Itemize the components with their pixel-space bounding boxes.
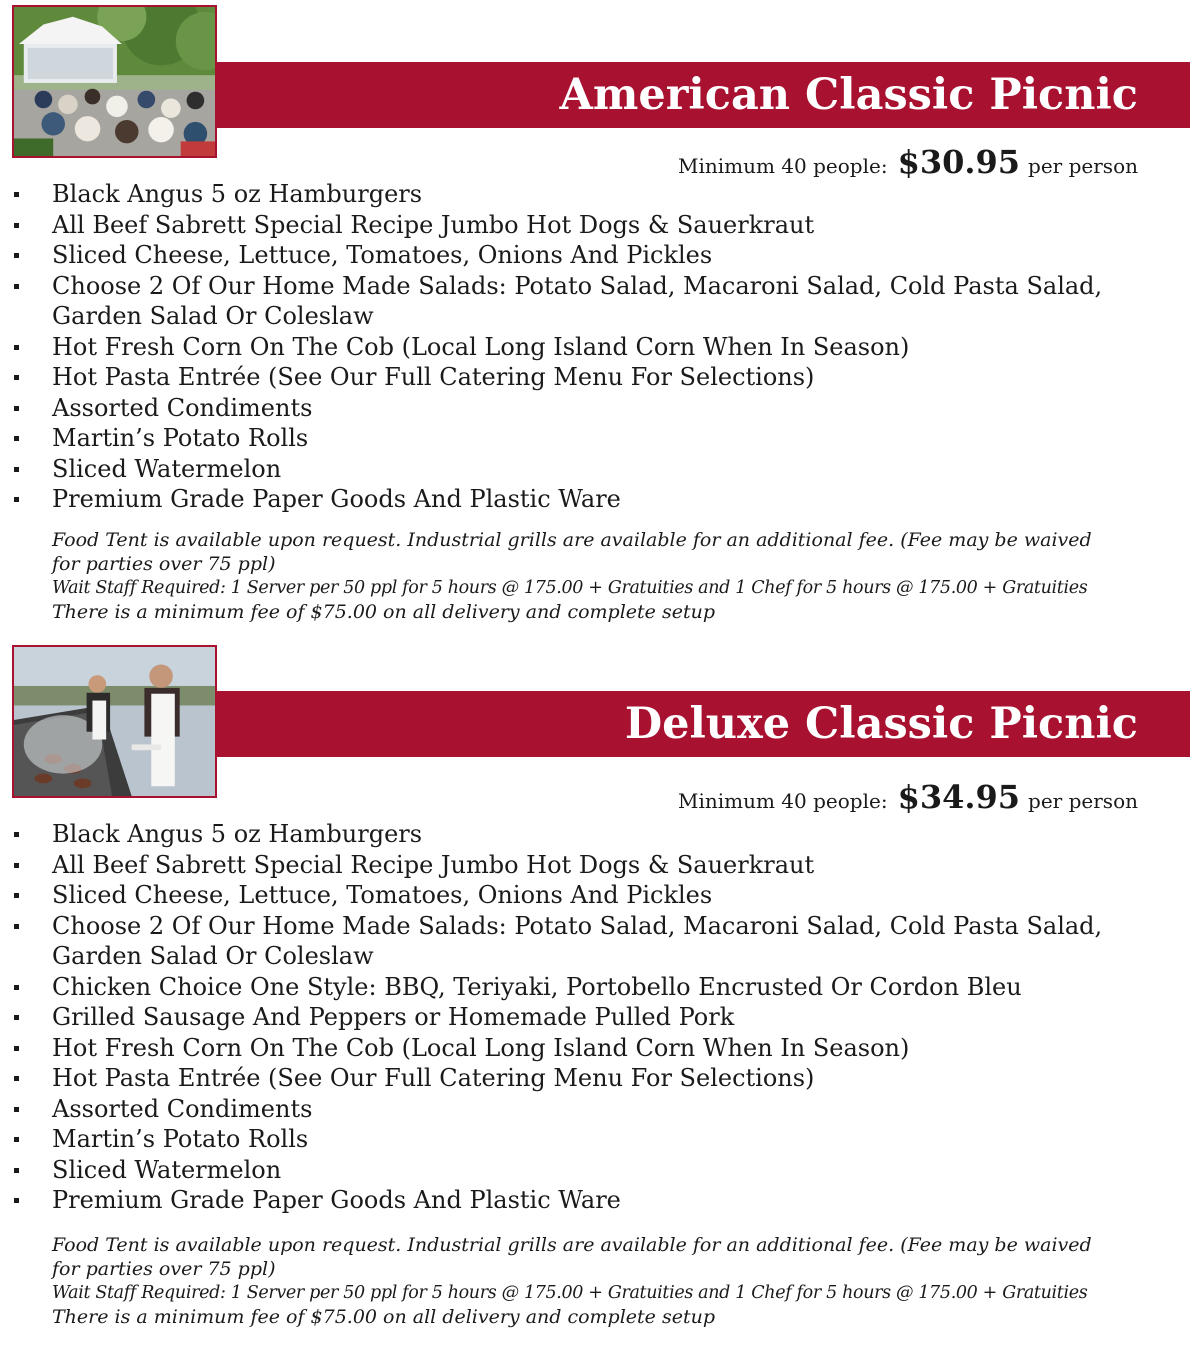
list-item: Choose 2 Of Our Home Made Salads: Potato Salad, Macaroni Salad, Cold Pasta Salad, Garden Salad Or Coleslaw — [0, 271, 1152, 332]
menu-item-list — [0, 819, 1180, 1216]
bullet-icon — [14, 467, 19, 472]
list-item: Black Angus 5 oz Hamburgers — [0, 179, 1152, 210]
list-item: Hot Pasta Entrée (See Our Full Catering Menu For Selections) — [0, 1063, 1152, 1094]
section-title: American Classic Picnic — [559, 70, 1138, 120]
list-item: Premium Grade Paper Goods And Plastic Ware — [0, 1185, 1152, 1216]
price: $34.95 — [897, 778, 1021, 816]
bullet-icon — [14, 436, 19, 441]
bullet-icon — [14, 497, 19, 502]
delivery-fee-note: There is a minimum fee of $75.00 on all delivery and complete setup — [52, 1306, 715, 1328]
bullet-icon — [14, 375, 19, 380]
list-item: Sliced Cheese, Lettuce, Tomatoes, Onions And Pickles — [0, 240, 1152, 271]
wait-staff-note: Wait Staff Required: 1 Server per 50 ppl for 5 hours @ 175.00 + Gratuities and 1 Chef for 5 hours @ 175.00 + Gratuities — [52, 1283, 1088, 1303]
menu-item-list — [0, 179, 1180, 515]
price: $30.95 — [897, 143, 1021, 181]
minimum-label: Minimum 40 people: — [677, 154, 888, 178]
notes-block — [52, 528, 1182, 624]
menu-section-deluxe — [0, 643, 1200, 1350]
list-item: Premium Grade Paper Goods And Plastic Ware — [0, 484, 1152, 515]
bullet-icon — [14, 1015, 19, 1020]
price-line — [678, 778, 1138, 816]
bullet-icon — [14, 863, 19, 868]
bullet-icon — [14, 223, 19, 228]
per-person-label: per person — [1028, 154, 1138, 178]
section-banner — [190, 62, 1190, 128]
delivery-fee-note: There is a minimum fee of $75.00 on all delivery and complete setup — [52, 601, 715, 623]
bullet-icon — [14, 1168, 19, 1173]
section-title: Deluxe Classic Picnic — [624, 699, 1138, 749]
bullet-icon — [14, 832, 19, 837]
list-item: Hot Fresh Corn On The Cob (Local Long Island Corn When In Season) — [0, 1033, 1152, 1064]
minimum-label: Minimum 40 people: — [677, 789, 888, 813]
list-item: Sliced Cheese, Lettuce, Tomatoes, Onions And Pickles — [0, 880, 1152, 911]
grill-chefs-photo — [12, 645, 217, 798]
bullet-icon — [14, 1107, 19, 1112]
list-item: Assorted Condiments — [0, 1094, 1152, 1125]
bullet-icon — [14, 284, 19, 289]
picnic-tent-photo — [12, 5, 217, 158]
per-person-label: per person — [1028, 789, 1138, 813]
bullet-icon — [14, 345, 19, 350]
bullet-icon — [14, 1076, 19, 1081]
bullet-icon — [14, 924, 19, 929]
bullet-icon — [14, 253, 19, 258]
section-banner — [190, 691, 1190, 757]
bullet-icon — [14, 406, 19, 411]
list-item: Chicken Choice One Style: BBQ, Teriyaki, Portobello Encrusted Or Cordon Bleu — [0, 972, 1152, 1003]
list-item: Assorted Condiments — [0, 393, 1152, 424]
food-tent-note: Food Tent is available upon request. Industrial grills are available for an additional fee. (Fee may be waived for parties over 75 ppl) — [52, 529, 1092, 575]
list-item: Martin’s Potato Rolls — [0, 1124, 1152, 1155]
list-item: Hot Pasta Entrée (See Our Full Catering Menu For Selections) — [0, 362, 1152, 393]
list-item: Grilled Sausage And Peppers or Homemade Pulled Pork — [0, 1002, 1152, 1033]
list-item: All Beef Sabrett Special Recipe Jumbo Hot Dogs & Sauerkraut — [0, 850, 1152, 881]
list-item: Sliced Watermelon — [0, 1155, 1152, 1186]
menu-section-american — [0, 0, 1200, 640]
food-tent-note: Food Tent is available upon request. Industrial grills are available for an additional fee. (Fee may be waived for parties over 75 ppl) — [52, 1234, 1092, 1280]
bullet-icon — [14, 1046, 19, 1051]
list-item: Sliced Watermelon — [0, 454, 1152, 485]
bullet-icon — [14, 192, 19, 197]
list-item: Choose 2 Of Our Home Made Salads: Potato Salad, Macaroni Salad, Cold Pasta Salad, Garden Salad Or Coleslaw — [0, 911, 1152, 972]
list-item: All Beef Sabrett Special Recipe Jumbo Hot Dogs & Sauerkraut — [0, 210, 1152, 241]
wait-staff-note: Wait Staff Required: 1 Server per 50 ppl for 5 hours @ 175.00 + Gratuities and 1 Chef for 5 hours @ 175.00 + Gratuities — [52, 578, 1088, 598]
list-item: Black Angus 5 oz Hamburgers — [0, 819, 1152, 850]
bullet-icon — [14, 1137, 19, 1142]
bullet-icon — [14, 985, 19, 990]
notes-block — [52, 1233, 1182, 1329]
price-line — [678, 143, 1138, 181]
bullet-icon — [14, 893, 19, 898]
list-item: Hot Fresh Corn On The Cob (Local Long Island Corn When In Season) — [0, 332, 1152, 363]
list-item: Martin’s Potato Rolls — [0, 423, 1152, 454]
bullet-icon — [14, 1198, 19, 1203]
